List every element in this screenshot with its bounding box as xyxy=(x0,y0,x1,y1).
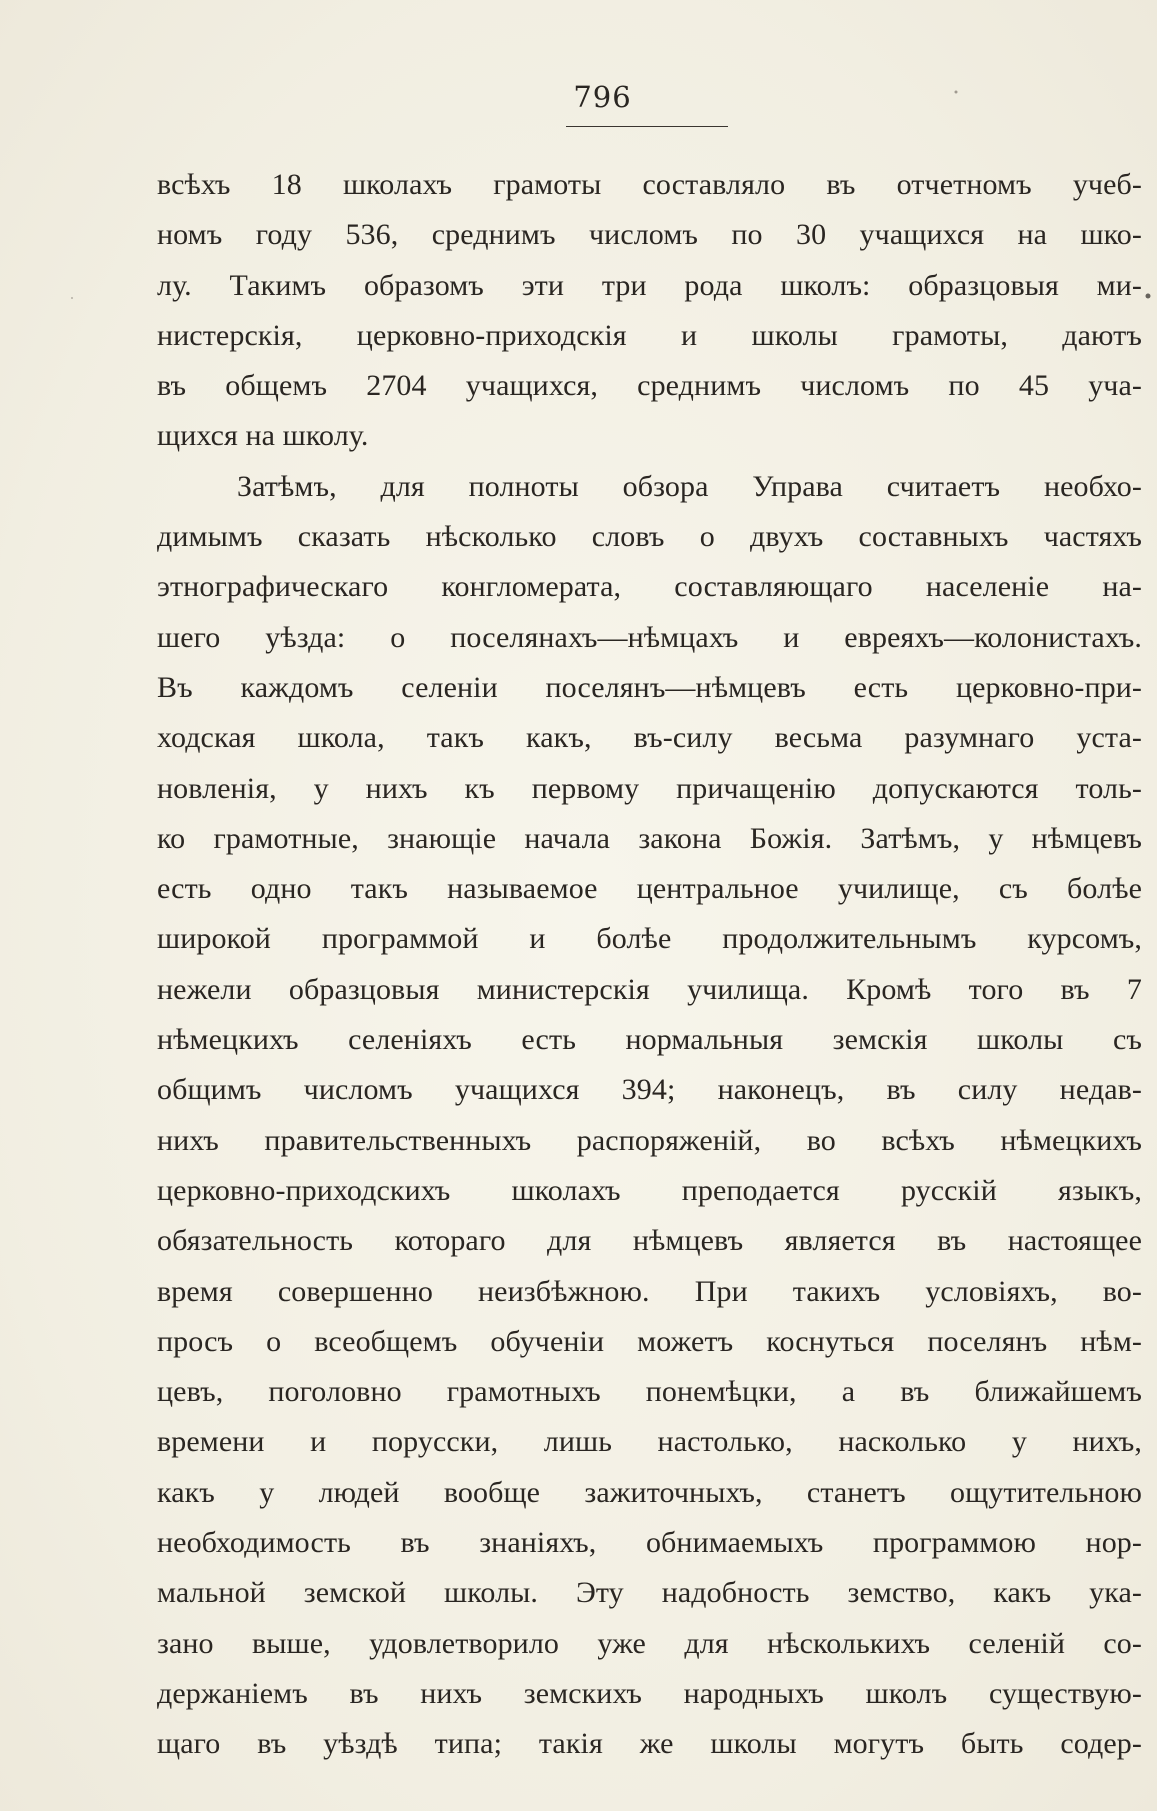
text-line: времени и порусски, лишь настолько, насколько у нихъ, xyxy=(157,1425,1142,1459)
paragraph-start-line: Затѣмъ, для полноты обзора Управа считаетъ необхо- xyxy=(237,469,1142,503)
text-line: Въ каждомъ селеніи поселянъ—нѣмцевъ есть церковно-при- xyxy=(157,670,1142,704)
header-rule xyxy=(566,126,728,127)
text-line: новленія, у нихъ къ первому причащенію допускаются толь- xyxy=(157,771,1142,805)
text-line: ходская школа, такъ какъ, въ-силу весьма разумнаго уста- xyxy=(157,721,1142,755)
text-line: димымъ сказать нѣсколько словъ о двухъ составныхъ частяхъ xyxy=(157,520,1142,554)
text-line: номъ году 536, среднимъ числомъ по 30 учащихся на шко- xyxy=(157,218,1142,252)
text-line: есть одно такъ называемое центральное училище, съ болѣе xyxy=(157,872,1142,906)
page-number: 796 xyxy=(573,80,632,114)
text-line: въ общемъ 2704 учащихся, среднимъ числомъ по 45 уча- xyxy=(157,369,1142,403)
text-line: всѣхъ 18 школахъ грамоты составляло въ отчетномъ учеб- xyxy=(157,168,1142,201)
text-line: нежели образцовыя министерскія училища. Кромѣ того въ 7 xyxy=(157,972,1142,1006)
text-line: широкой программой и болѣе продолжительнымъ курсомъ, xyxy=(157,922,1142,956)
text-line: лу. Такимъ образомъ эти три рода школъ: образцовыя ми- xyxy=(157,268,1142,302)
text-line: церковно-приходскихъ школахъ преподается русскій языкъ, xyxy=(157,1173,1142,1207)
text-line: необходимость въ знаніяхъ, обнимаемыхъ программою нор- xyxy=(157,1526,1142,1560)
text-line: какъ у людей вообще зажиточныхъ, станетъ ощутительною xyxy=(157,1475,1142,1509)
text-line: мальной земской школы. Эту надобность земство, какъ ука- xyxy=(157,1576,1142,1610)
text-line: общимъ числомъ учащихся 394; наконецъ, въ силу недав- xyxy=(157,1073,1142,1107)
text-line: цевъ, поголовно грамотныхъ понемѣцки, а въ ближайшемъ xyxy=(157,1375,1142,1409)
text-line: зано выше, удовлетворило уже для нѣсколькихъ селеній со- xyxy=(157,1626,1142,1660)
text-line: время совершенно неизбѣжною. При такихъ условіяхъ, во- xyxy=(157,1274,1142,1308)
text-line: нихъ правительственныхъ распоряженій, во всѣхъ нѣмецкихъ xyxy=(157,1123,1142,1157)
text-line: ко грамотные, знающіе начала закона Божія. Затѣмъ, у нѣмцевъ xyxy=(157,821,1142,855)
text-line: этнографическаго конгломерата, составляющаго населеніе на- xyxy=(157,570,1142,604)
text-line: обязательность котораго для нѣмцевъ является въ настоящее xyxy=(157,1224,1142,1258)
body-text xyxy=(157,160,1142,1770)
text-line: щаго въ уѣздѣ типа; такія же школы могутъ быть содер- xyxy=(157,1727,1142,1761)
text-line: нѣмецкихъ селеніяхъ есть нормальныя земскія школы съ xyxy=(157,1023,1142,1057)
text-line: нистерскія, церковно-приходскія и школы грамоты, даютъ xyxy=(157,318,1142,352)
text-line: щихся на школу. xyxy=(157,419,369,453)
text-line: просъ о всеобщемъ обученіи можетъ коснуться поселянъ нѣм- xyxy=(157,1324,1142,1358)
text-line: шего уѣзда: о поселянахъ—нѣмцахъ и евреяхъ—колонистахъ. xyxy=(157,620,1142,654)
text-line: держаніемъ въ нихъ земскихъ народныхъ школъ существую- xyxy=(157,1676,1142,1710)
